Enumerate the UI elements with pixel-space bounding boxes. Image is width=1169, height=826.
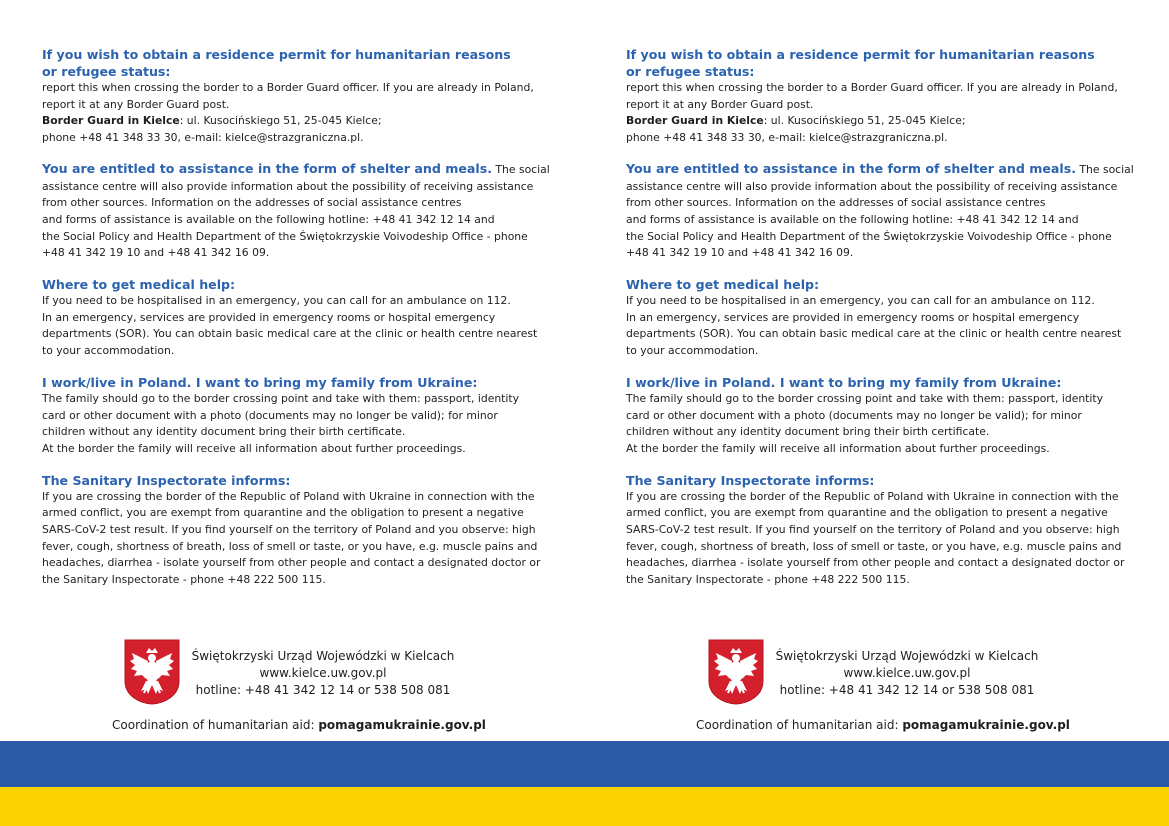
section-heading: You are entitled to assistance in the form of shelter and meals.	[42, 160, 492, 176]
section-bring-family	[42, 374, 542, 458]
body-line: children without any identity document bring their birth certificate.	[42, 425, 406, 439]
body-line: departments (SOR). You can obtain basic medical care at the clinic or health centre nearest	[42, 327, 538, 341]
body-line: If you are crossing the border of the Republic of Poland with Ukraine in connection with the	[626, 489, 1119, 503]
bold-label: Border Guard in Kielce	[42, 114, 180, 128]
section-heading: You are entitled to assistance in the form of shelter and meals.	[626, 160, 1076, 176]
body-line: report it at any Border Guard post.	[626, 97, 814, 111]
body-line: fever, cough, shortness of breath, loss of smell or taste, or you have, e.g. muscle pains and	[626, 539, 1122, 553]
body-line: SARS-CoV-2 test result. If you find yourself on the territory of Poland and you observe: high	[626, 523, 1120, 537]
section-heading: The Sanitary Inspectorate informs:	[42, 472, 291, 488]
body-line: armed conflict, you are exempt from quarantine and the obligation to present a negative	[626, 506, 1108, 520]
office-hotline: hotline: +48 41 342 12 14 or 538 508 081	[195, 683, 451, 697]
body-line: The family should go to the border crossing point and take with them: passport, identity	[42, 391, 520, 405]
body-line: If you are crossing the border of the Republic of Poland with Ukraine in connection with the	[42, 489, 535, 503]
coordination-line	[112, 717, 486, 734]
body-line: If you need to be hospitalised in an emergency, you can call for an ambulance on 112.	[42, 294, 511, 308]
leaflet-column-right	[626, 46, 1134, 603]
bold-label: Border Guard in Kielce	[626, 114, 764, 128]
body-line: armed conflict, you are exempt from quarantine and the obligation to present a negative	[42, 506, 524, 520]
office-contact	[772, 648, 1042, 699]
section-heading: I work/live in Poland. I want to bring my family from Ukraine:	[42, 374, 478, 390]
section-sanitary-inspectorate	[626, 472, 1126, 589]
section-heading: If you wish to obtain a residence permit for humanitarian reasons or refugee status:	[42, 47, 511, 79]
office-name: Świętokrzyski Urząd Wojewódzki w Kielcach	[191, 649, 455, 663]
leaflet-column-left	[42, 46, 550, 603]
body-line: assistance centre will also provide information about the possibility of receiving assistance	[626, 179, 1118, 193]
body-line: In an emergency, services are provided in emergency rooms or hospital emergency	[42, 310, 496, 324]
body-line: report this when crossing the border to a Border Guard officer. If you are already in Poland,	[42, 81, 534, 94]
body-line: from other sources. Information on the addresses of social assistance centres	[626, 196, 1046, 210]
section-shelter-meals	[42, 160, 550, 262]
body-line: and forms of assistance is available on the following hotline: +48 41 342 12 14 and	[42, 212, 495, 226]
flag-stripe-blue	[0, 741, 1169, 787]
coordination-label: Coordination of humanitarian aid:	[112, 718, 319, 732]
polish-eagle-emblem-icon	[124, 639, 180, 705]
body-line: In an emergency, services are provided in emergency rooms or hospital emergency	[626, 310, 1080, 324]
body-line: At the border the family will receive all information about further proceedings.	[626, 441, 1050, 455]
body-line: If you need to be hospitalised in an emergency, you can call for an ambulance on 112.	[626, 294, 1095, 308]
body-line: the Sanitary Inspectorate - phone +48 222 500 115.	[42, 573, 326, 587]
office-website: www.kielce.uw.gov.pl	[843, 666, 971, 680]
body-line: report it at any Border Guard post.	[42, 97, 230, 111]
body-line: The family should go to the border crossing point and take with them: passport, identity	[626, 391, 1104, 405]
office-hotline: hotline: +48 41 342 12 14 or 538 508 081	[779, 683, 1035, 697]
office-name: Świętokrzyski Urząd Wojewódzki w Kielcach	[775, 649, 1039, 663]
section-heading: I work/live in Poland. I want to bring my family from Ukraine:	[626, 374, 1062, 390]
body-line: card or other document with a photo (documents may no longer be valid); for minor	[626, 408, 1082, 422]
section-bring-family	[626, 374, 1126, 458]
body-line: report this when crossing the border to a Border Guard officer. If you are already in Poland,	[626, 81, 1118, 94]
address-text: : ul. Kusocińskiego 51, 25-045 Kielce;	[179, 114, 382, 128]
section-heading: Where to get medical help:	[626, 277, 820, 293]
body-line: the Social Policy and Health Department of the Świętokrzyskie Voivodeship Office - phone	[626, 229, 1112, 243]
section-residence-permit	[42, 46, 542, 147]
polish-eagle-emblem-icon	[708, 639, 764, 705]
address-text: : ul. Kusocińskiego 51, 25-045 Kielce;	[763, 114, 966, 128]
body-line: headaches, diarrhea - isolate yourself from other people and contact a designated doctor or	[626, 556, 1125, 570]
body-line: to your accommodation.	[626, 344, 759, 358]
body-line: to your accommodation.	[42, 344, 175, 358]
coordination-link[interactable]: pomagamukrainie.gov.pl	[902, 718, 1070, 732]
section-heading: If you wish to obtain a residence permit for humanitarian reasons or refugee status:	[626, 47, 1095, 79]
office-website: www.kielce.uw.gov.pl	[259, 666, 387, 680]
body-line: At the border the family will receive all information about further proceedings.	[42, 441, 466, 455]
body-line: and forms of assistance is available on the following hotline: +48 41 342 12 14 and	[626, 212, 1079, 226]
body-line: +48 41 342 19 10 and +48 41 342 16 09.	[42, 246, 270, 260]
body-line: departments (SOR). You can obtain basic medical care at the clinic or health centre nearest	[626, 327, 1122, 341]
section-shelter-meals	[626, 160, 1134, 262]
section-heading: Where to get medical help:	[42, 277, 236, 293]
inline-text: The social	[492, 162, 550, 176]
body-line: phone +48 41 348 33 30, e-mail: kielce@strazgraniczna.pl.	[626, 131, 948, 145]
section-heading: The Sanitary Inspectorate informs:	[626, 472, 875, 488]
inline-text: The social	[1076, 162, 1134, 176]
body-line: card or other document with a photo (documents may no longer be valid); for minor	[42, 408, 498, 422]
body-line: from other sources. Information on the addresses of social assistance centres	[42, 196, 462, 210]
coordination-label: Coordination of humanitarian aid:	[696, 718, 903, 732]
section-medical-help	[626, 276, 1126, 360]
body-line	[42, 160, 550, 179]
body-line: children without any identity document bring their birth certificate.	[626, 425, 990, 439]
body-line: +48 41 342 19 10 and +48 41 342 16 09.	[626, 246, 854, 260]
coordination-link[interactable]: pomagamukrainie.gov.pl	[318, 718, 486, 732]
body-line	[42, 113, 542, 130]
body-line	[626, 160, 1134, 179]
body-line: headaches, diarrhea - isolate yourself from other people and contact a designated doctor or	[42, 556, 541, 570]
body-line	[626, 113, 1126, 130]
body-line: fever, cough, shortness of breath, loss of smell or taste, or you have, e.g. muscle pains and	[42, 539, 538, 553]
body-line: assistance centre will also provide information about the possibility of receiving assistance	[42, 179, 534, 193]
body-line: SARS-CoV-2 test result. If you find yourself on the territory of Poland and you observe: high	[42, 523, 536, 537]
body-line: the Social Policy and Health Department of the Świętokrzyskie Voivodeship Office - phone	[42, 229, 528, 243]
section-residence-permit	[626, 46, 1126, 147]
coordination-line	[696, 717, 1070, 734]
section-medical-help	[42, 276, 542, 360]
body-line: the Sanitary Inspectorate - phone +48 222 500 115.	[626, 573, 910, 587]
section-sanitary-inspectorate	[42, 472, 542, 589]
office-contact	[188, 648, 458, 699]
body-line: phone +48 41 348 33 30, e-mail: kielce@strazgraniczna.pl.	[42, 131, 364, 145]
flag-stripe-yellow	[0, 787, 1169, 826]
